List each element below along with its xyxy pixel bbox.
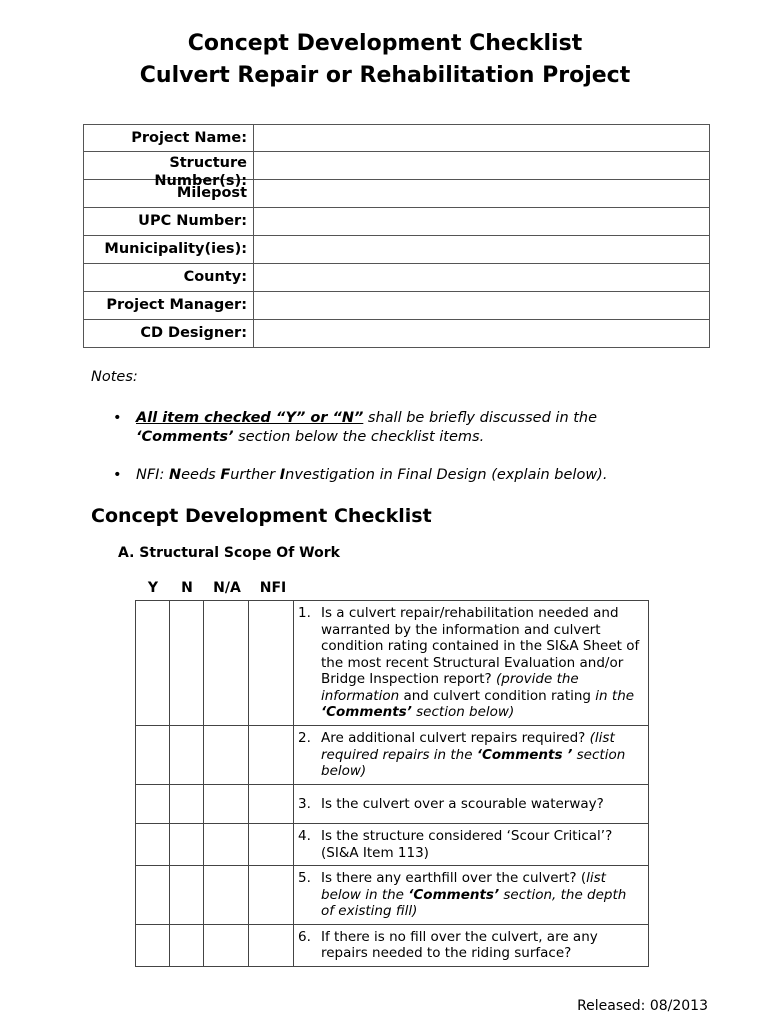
upc-number-field[interactable] — [254, 208, 710, 236]
question-hint: section below) — [411, 704, 515, 720]
county-field[interactable] — [254, 264, 710, 292]
question-hint: in the — [595, 687, 635, 704]
project-name-field[interactable] — [254, 125, 710, 152]
question-body: Is a culvert repair/rehabilitation needed and warranted by the information and culvert condition rating contained in the SI&A Sheet of the most recent Structural Evaluation and/or Bridge Inspection report? — [321, 605, 640, 687]
checklist-table — [135, 600, 649, 967]
question-text: Is the structure considered ‘Scour Critical’? (SI&A Item 113) — [321, 828, 613, 861]
column-header-na: N/A — [213, 580, 241, 596]
info-row-project-manager — [84, 292, 710, 320]
note-mid: shall be briefly discussed in the — [363, 410, 598, 426]
checkbox-nfi[interactable] — [249, 924, 294, 966]
checkbox-na[interactable] — [204, 924, 249, 966]
project-info-table — [83, 124, 710, 348]
nfi-prefix: NFI: — [136, 467, 169, 483]
checklist-row-4 — [136, 824, 649, 866]
checkbox-na[interactable] — [204, 785, 249, 824]
checkbox-y[interactable] — [136, 924, 170, 966]
question-hint: (list required repairs in the — [321, 730, 615, 763]
checkbox-y[interactable] — [136, 866, 170, 925]
section-a-heading: A. Structural Scope Of Work — [118, 545, 340, 561]
info-row-project-name — [84, 125, 710, 152]
structure-number-field[interactable] — [254, 152, 710, 180]
project-manager-field[interactable] — [254, 292, 710, 320]
question-mid: and culvert condition rating — [399, 687, 596, 704]
comments-ref: ‘Comments ’ — [476, 746, 573, 763]
question-hint: list below in the — [321, 870, 606, 903]
checkbox-nfi[interactable] — [249, 785, 294, 824]
checkbox-n[interactable] — [170, 824, 204, 866]
checkbox-nfi[interactable] — [249, 866, 294, 925]
question-number: 4. — [298, 828, 311, 844]
release-date: Released: 08/2013 — [577, 998, 708, 1014]
question-hint: (provide the information — [321, 671, 579, 704]
column-header-n: N — [181, 580, 193, 596]
question-cell — [294, 824, 649, 866]
checkbox-na[interactable] — [204, 726, 249, 785]
municipality-label: Municipality(ies): — [84, 236, 254, 264]
comments-ref: ‘Comments’ — [408, 886, 500, 903]
project-manager-label: Project Manager: — [84, 292, 254, 320]
checklist-row-1 — [136, 601, 649, 726]
checklist-row-5 — [136, 866, 649, 925]
question-text — [321, 870, 642, 920]
checklist-row-3 — [136, 785, 649, 824]
nfi-rest: nvestigation in Final Design (explain below). — [285, 467, 608, 483]
project-name-label: Project Name: — [84, 125, 254, 152]
nfi-word-urther: urther — [230, 467, 280, 483]
nfi-word-eeds: eeds — [181, 467, 221, 483]
question-text: If there is no fill over the culvert, are any repairs needed to the riding surface? — [321, 928, 598, 961]
question-body: Is there any earthfill over the culvert? ( — [321, 870, 587, 886]
county-label: County: — [84, 264, 254, 292]
info-row-municipality — [84, 236, 710, 264]
info-row-county — [84, 264, 710, 292]
bullet-dot: • — [113, 467, 122, 483]
note-emphasis: All item checked “Y” or “N” — [136, 410, 364, 426]
cd-designer-field[interactable] — [254, 320, 710, 348]
nfi-letter-f: F — [220, 467, 231, 483]
checkbox-nfi[interactable] — [249, 726, 294, 785]
checkbox-y[interactable] — [136, 824, 170, 866]
document-title: Concept Development Checklist — [187, 31, 583, 56]
question-hint: section, the depth of existing fill) — [321, 886, 627, 919]
checkbox-n[interactable] — [170, 785, 204, 824]
cd-designer-label: CD Designer: — [84, 320, 254, 348]
question-cell — [294, 785, 649, 824]
note-tail: section below the checklist items. — [233, 429, 485, 445]
nfi-definition — [136, 466, 656, 485]
nfi-letter-i: I — [279, 467, 286, 483]
checkbox-na[interactable] — [204, 824, 249, 866]
question-cell — [294, 726, 649, 785]
bullet-dot: • — [113, 410, 122, 426]
question-text: Is the culvert over a scourable waterway? — [321, 795, 604, 812]
question-cell — [294, 866, 649, 925]
note-comments-ref: ‘Comments’ — [136, 429, 234, 445]
comments-ref: ‘Comments’ — [321, 704, 412, 720]
question-text — [321, 730, 642, 780]
question-hint: section below) — [321, 746, 626, 779]
milepost-field[interactable] — [254, 180, 710, 208]
question-number: 3. — [298, 795, 311, 812]
question-number: 2. — [298, 730, 311, 746]
notes-label: Notes: — [91, 369, 138, 385]
checkbox-n[interactable] — [170, 601, 204, 726]
question-number: 5. — [298, 870, 311, 886]
municipality-field[interactable] — [254, 236, 710, 264]
checklist-row-6 — [136, 924, 649, 966]
info-row-upc-number — [84, 208, 710, 236]
question-text — [321, 605, 642, 721]
checkbox-n[interactable] — [170, 866, 204, 925]
column-header-nfi: NFI — [259, 580, 287, 596]
checklist-heading: Concept Development Checklist — [91, 505, 432, 527]
milepost-label: Milepost — [84, 180, 254, 208]
checkbox-nfi[interactable] — [249, 824, 294, 866]
structure-number-label-text: Structure Number(s): — [154, 155, 247, 189]
checkbox-y[interactable] — [136, 601, 170, 726]
question-cell — [294, 601, 649, 726]
checkbox-y[interactable] — [136, 726, 170, 785]
note-text — [136, 409, 656, 447]
checklist-row-2 — [136, 726, 649, 785]
checkbox-na[interactable] — [204, 866, 249, 925]
question-number: 1. — [298, 605, 311, 621]
nfi-letter-n: N — [168, 467, 182, 483]
question-number: 6. — [298, 928, 311, 945]
info-row-cd-designer — [84, 320, 710, 348]
checkbox-nfi[interactable] — [249, 601, 294, 726]
question-body: Are additional culvert repairs required? — [321, 730, 590, 746]
column-header-y: Y — [147, 580, 159, 596]
upc-number-label: UPC Number: — [84, 208, 254, 236]
checkbox-y[interactable] — [136, 785, 170, 824]
info-row-structure-number — [84, 152, 710, 180]
checkbox-n[interactable] — [170, 924, 204, 966]
checkbox-n[interactable] — [170, 726, 204, 785]
question-cell — [294, 924, 649, 966]
structure-number-label — [84, 152, 254, 189]
document-subtitle: Culvert Repair or Rehabilitation Project — [139, 63, 631, 88]
checkbox-na[interactable] — [204, 601, 249, 726]
